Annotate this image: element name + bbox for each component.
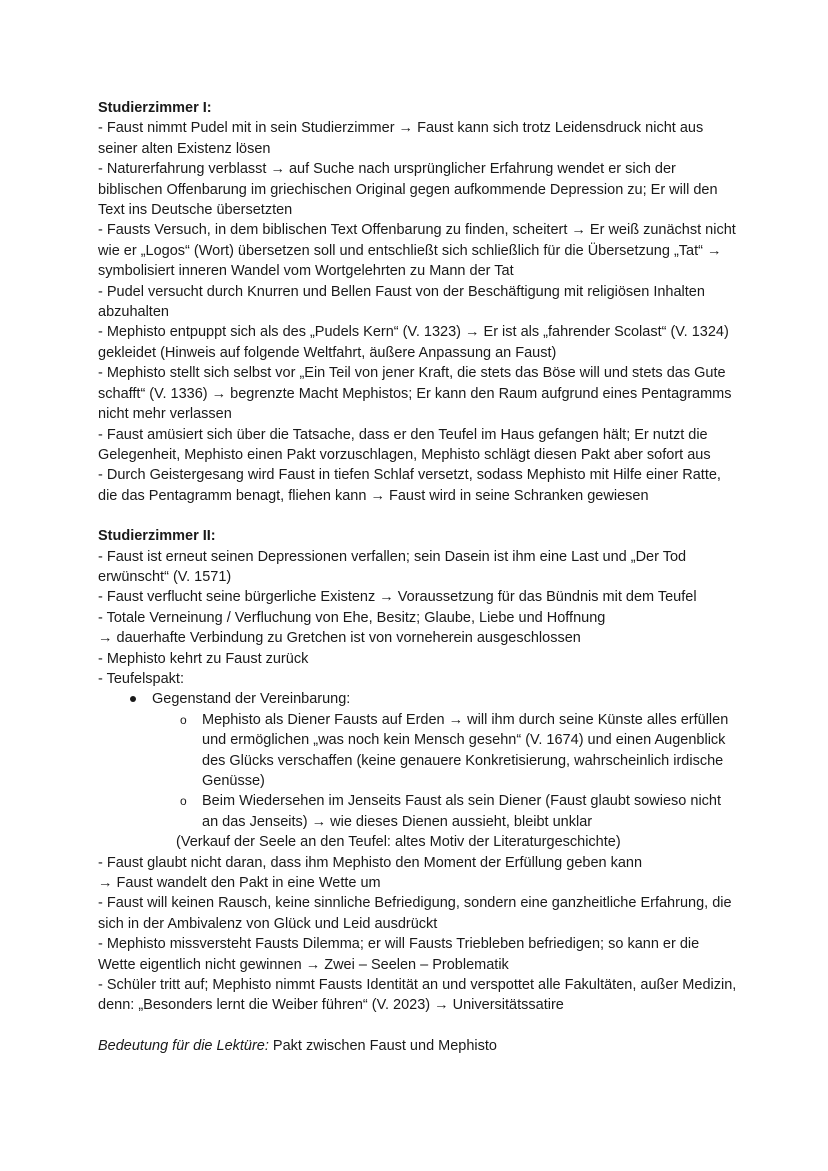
- section-title-studierzimmer-1: Studierzimmer I:: [98, 100, 212, 116]
- text-line: - Schüler tritt auf; Mephisto nimmt Fausts Identität an und verspottet alle Fakultäten, außer Medizin, denn: „Besonders lernt die Weiber führen“ (V. 2023) → Universitätssatire: [98, 977, 737, 1014]
- significance-text: Pakt zwischen Faust und Mephisto: [268, 1037, 497, 1054]
- text-line: - Faust glaubt nicht daran, dass ihm Mephisto den Moment der Erfüllung geben kann: [98, 854, 643, 871]
- sub-list-item: [98, 710, 738, 792]
- text-line: - Faust verflucht seine bürgerliche Existenz → Voraussetzung für das Bündnis mit dem Teufel: [98, 589, 697, 606]
- text-line: - Faust amüsiert sich über die Tatsache, dass er den Teufel im Haus gefangen hält; Er nutzt die Gelegenheit, Mephisto einen Pakt vorzuschlagen, Mephisto schlägt diesen Pakt aber sofort aus: [98, 426, 711, 463]
- bullet-dot-icon: [130, 696, 136, 702]
- text-line: - Totale Verneinung / Verfluchung von Ehe, Besitz; Glaube, Liebe und Hoffnung: [98, 609, 606, 626]
- text-line: → Faust wandelt den Pakt in eine Wette um: [98, 875, 381, 892]
- text-line: - Faust ist erneut seinen Depressionen verfallen; sein Dasein ist ihm eine Last und „Der Tod erwünscht“ (V. 1571): [98, 548, 687, 585]
- text-line: - Mephisto entpuppt sich als des „Pudels Kern“ (V. 1323) → Er ist als „fahrender Scolast“ (V. 1324) gekleidet (Hinweis auf folgende Weltfahrt, äußere Anpassung an Faust): [98, 324, 729, 361]
- section-title-studierzimmer-2: Studierzimmer II:: [98, 528, 216, 545]
- sub-list-item: [98, 791, 738, 832]
- section-spacer: [98, 506, 738, 526]
- text-line: → dauerhafte Verbindung zu Gretchen ist von vorneherein ausgeschlossen: [98, 630, 581, 647]
- text-line: - Fausts Versuch, in dem biblischen Text Offenbarung zu finden, scheitert → Er weiß zunächst nicht wie er „Logos“ (Wort) übersetzen soll und entschließt sich schließlich für die Übersetzung „Tat“ → symbolisiert inneren Wandel vom Wortgelehrten zu Mann der Tat: [98, 222, 736, 280]
- text-line: - Mephisto stellt sich selbst vor „Ein Teil von jener Kraft, die stets das Böse will und stets das Gute schafft“ (V. 1336) → begrenzte Macht Mephistos; Er kann den Raum aufgrund eines Pentagramms nicht mehr verlassen: [98, 365, 732, 423]
- significance-label: Bedeutung für die Lektüre:: [98, 1037, 269, 1054]
- text-line: - Naturerfahrung verblasst → auf Suche nach ursprünglicher Erfahrung wendet er sich der biblischen Offenbarung im griechischen Original gegen aufkommende Depression zu; Er will den Text ins Deutsche übersetzten: [98, 161, 718, 219]
- significance-line: [98, 1036, 738, 1056]
- bullet-item: [98, 689, 738, 709]
- bullet-text: Gegenstand der Vereinbarung:: [152, 691, 351, 708]
- circle-bullet-icon: o: [180, 712, 187, 727]
- document-content: [98, 98, 738, 1056]
- text-line: - Mephisto kehrt zu Faust zurück: [98, 650, 309, 667]
- parenthetical-note: (Verkauf der Seele an den Teufel: altes Motiv der Literaturgeschichte): [176, 834, 621, 851]
- text-line: - Mephisto missversteht Fausts Dilemma; er will Fausts Triebleben befriedigen; so kann er die Wette eigentlich nicht gewinnen → Zwei – Seelen – Problematik: [98, 936, 700, 973]
- text-line: - Faust nimmt Pudel mit in sein Studierzimmer → Faust kann sich trotz Leidensdruck nicht aus seiner alten Existenz lösen: [98, 120, 704, 157]
- text-line: - Faust will keinen Rausch, keine sinnliche Befriedigung, sondern eine ganzheitliche Erfahrung, die sich in der Ambivalenz von Glück und Leid ausdrückt: [98, 895, 732, 932]
- circle-bullet-icon: o: [180, 794, 187, 809]
- text-line: - Pudel versucht durch Knurren und Bellen Faust von der Beschäftigung mit religiösen Inhalten abzuhalten: [98, 283, 705, 321]
- text-line: - Durch Geistergesang wird Faust in tiefen Schlaf versetzt, sodass Mephisto mit Hilfe einer Ratte, die das Pentagramm benagt, fliehen kann → Faust wird in seine Schranken gewiesen: [98, 467, 721, 504]
- text-line: - Teufelspakt:: [98, 670, 184, 687]
- sub-list-text: Beim Wiedersehen im Jenseits Faust als sein Diener (Faust glaubt sowieso nicht an das Jenseits) → wie dieses Dienen aussieht, bleibt unklar: [202, 793, 722, 830]
- sub-list-text: Mephisto als Diener Fausts auf Erden → will ihm durch seine Künste alles erfüllen und ermöglichen „was noch kein Mensch gesehn“ (V. 1674) und einen Augenblick des Glücks verschaffen (keine genauere Konkretisierung, wahrscheinlich irdische Genüsse): [202, 711, 729, 789]
